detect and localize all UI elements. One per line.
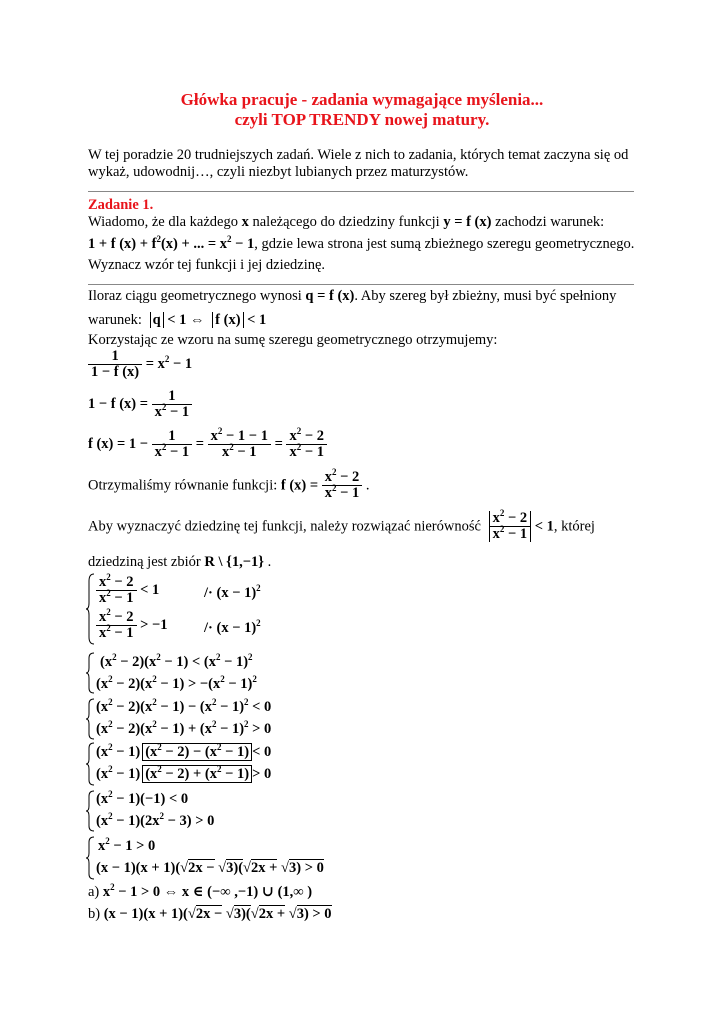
exponent: 2 [156,234,161,244]
exponent: 2 [217,426,223,436]
solution-line-1 [88,289,616,304]
part: 3)( [233,906,251,922]
system-1-row-1 [96,572,160,606]
sqrt-icon: √ [250,906,259,922]
series-equation [88,236,254,252]
text: , gdzie lewa strona jest sumą zbieżnego szeregu geometrycznego. [254,236,635,252]
text: Iloraz ciągu geometrycznego wynosi [88,288,302,304]
exponent: 2 [332,467,337,477]
brace-icon [86,573,96,645]
part: (x [96,744,109,760]
system-2-row-1 [100,652,253,670]
den-part: x [99,625,107,641]
numerator: 1 [88,349,142,365]
part: − 1) + (x [160,721,212,737]
text: Otrzymaliśmy równanie funkcji: [88,477,278,494]
exponent: 2 [244,719,249,729]
part: 3) > 0 [296,906,332,922]
part: − 1)(−1) < 0 [116,791,189,807]
exponent: 2 [216,764,222,774]
equals: = [195,435,205,452]
system-1-row-1-multiplier [204,583,261,601]
exponent: 2 [112,652,117,662]
part: − 1 > 0 [113,838,156,854]
exponent: 2 [108,719,113,729]
num-part: − 2 [304,428,324,444]
text: dziedziną jest zbiór [88,554,201,570]
part: − 2)(x [116,699,153,715]
part: − 1) [116,744,141,760]
math-part: < 1 [247,312,267,328]
system-6-row-1 [98,836,156,854]
num-part: x [99,574,107,590]
brace-icon [86,742,96,786]
intro-line-1: W tej poradzie 20 trudniejszych zadań. Wiele z nich to zadania, których temat zaczyna się od [88,147,629,163]
exponent: 2 [108,811,113,821]
equation-3 [88,426,327,460]
inequality: > −1 [140,616,168,633]
part: (x [145,766,158,782]
lhs: f (x) = [280,477,319,494]
part: − 1) [220,699,245,715]
math-part: < 1 ⇔ [167,312,205,328]
num-part: − 2 [507,510,528,526]
part: (x [100,654,113,670]
solution-line-2 [88,313,266,328]
exponent: 2 [108,764,113,774]
system-5-row-2 [96,811,215,829]
numerator: 1 [152,429,193,445]
label: b) [88,906,101,922]
system-3-row-1 [96,697,272,715]
part: (x [96,721,109,737]
part: − 1) < (x [164,654,216,670]
rhs: − 1 [173,355,193,372]
exponent: 2 [161,402,167,412]
sqrt-icon: √ [225,906,234,922]
exponent: 2 [296,442,302,452]
brace-icon [86,698,96,740]
exponent: 2 [106,607,111,617]
sqrt-icon: √ [243,860,252,876]
denominator: 1 − f (x) [91,364,140,380]
part: (x [96,676,109,692]
result-line [88,467,370,501]
brace-icon [86,836,96,880]
abs-q: q [150,312,164,328]
system-1-row-2 [96,607,168,641]
system-4-row-1 [96,742,272,760]
intro-line-2: wykaż, udowodnij…, czyli niezbyt lubianych przez maturzystów. [88,164,469,180]
part: < 0 [252,744,272,760]
part: − 1) > −(x [160,676,221,692]
system-4-row-2 [96,764,272,782]
math-function: y = f (x) [443,214,492,230]
part: x [98,838,106,854]
divider [88,284,634,285]
numerator: 1 [152,389,193,405]
text: , której [553,518,595,535]
num-part: x [99,609,107,625]
den-part: x [154,404,162,420]
inequality: < 1 [140,581,160,598]
den-part: − 1 [237,444,257,460]
part: x [102,884,111,900]
system-6-row-2 [96,861,324,876]
task-heading: Zadanie 1. [88,197,154,213]
equals: = [274,435,283,452]
exponent: 2 [161,442,167,452]
part: − 1) [116,766,141,782]
domain-line [88,508,595,542]
eq-part: (x) + ... = x [160,236,228,252]
exponent: 2 [229,442,234,452]
lhs: f (x) = 1 − [88,435,149,452]
part: < 0 [252,699,272,715]
exponent: 2 [164,353,170,364]
exponent: 2 [252,674,257,684]
sqrt-icon: √ [281,860,289,876]
exponent: 2 [156,652,161,662]
part: − 1 > 0 ⇔ x ∈ (−∞ ,−1) ∪ (1,∞ ) [118,884,313,900]
title-line-2: czyli TOP TRENDY nowej matury. [234,110,490,129]
abs-f: f (x) [212,312,243,328]
domain-set-line [88,555,271,570]
sqrt-icon: √ [288,906,297,922]
inequality: < 1 [534,518,554,535]
part: (x [145,744,158,760]
math-q: q = f (x) [305,288,355,304]
rhs: = x [145,355,165,372]
part: − 2) − (x [165,744,217,760]
exponent: 2 [216,742,222,752]
exponent: 2 [211,697,217,707]
part: − 1) [224,654,249,670]
part: 3)( [226,860,244,876]
exponent: 2 [105,836,110,846]
system-2-row-2 [96,674,257,692]
part: 3) > 0 [289,860,324,876]
multiplier: /· (x − 1) [204,620,257,636]
eq-part: − 1 [235,236,255,252]
math-x: x [241,214,249,230]
exponent: 2 [499,508,505,518]
text: . Aby szereg był zbieżny, musi być spełniony [354,288,617,304]
part: − 2) + (x [165,766,217,782]
exponent: 2 [159,811,165,821]
exponent: 2 [106,572,111,582]
exponent: 2 [108,742,113,752]
den-part: − 1 [170,444,190,460]
exponent: 2 [499,524,505,534]
exponent: 2 [211,719,217,729]
text: warunek: [88,312,142,328]
title-line-1: Główka pracuje - zadania wymagające myślenia... [180,90,544,109]
system-5-row-1 [96,789,189,807]
part: − 1)(2x [116,813,160,829]
num-part: − 2 [114,609,134,625]
exponent: 2 [220,674,225,684]
exponent: 2 [215,652,221,662]
den-part: x [99,590,107,606]
period: . [267,554,272,570]
den-part: − 1 [507,526,528,542]
domain-set: R \ {1,−1} [204,554,264,570]
exponent: 2 [108,789,113,799]
text: należącego do dziedziny funkcji [252,214,440,230]
divider [88,191,634,192]
part: (x [96,699,109,715]
exponent: 2 [152,674,157,684]
part: 2x − [188,860,215,876]
task-line-1 [88,215,604,230]
num-part: x [324,469,333,485]
exponent: 2 [152,719,157,729]
case-b [88,907,332,922]
eq-part: 1 + f (x) + f [88,236,157,252]
den-part: − 1 [340,485,360,501]
den-part: − 1 [304,444,324,460]
num-part: − 2 [340,469,360,485]
den-part: − 1 [114,625,134,641]
part: (x [96,766,109,782]
num-part: − 1 − 1 [226,428,268,444]
lhs: 1 − f (x) = [88,395,149,412]
text: Aby wyznaczyć dziedzinę tej funkcji, należy rozwiązać nierówność [88,518,481,535]
part: − 2)(x [116,721,153,737]
den-part: x [154,444,162,460]
sqrt-icon: √ [180,860,189,876]
den-part: − 1 [170,404,190,420]
exponent: 2 [256,618,261,628]
part: (x − 1)(x + 1)( [103,906,188,922]
case-a [88,882,313,900]
exponent: 2 [296,426,302,436]
exponent: 2 [256,583,261,593]
exponent: 2 [157,742,162,752]
part: (x [96,813,109,829]
part: > 0 [252,721,272,737]
part: − 1) [225,744,252,760]
brace-icon [86,652,96,694]
sqrt-icon: √ [187,906,196,922]
part: (x − 1)(x + 1)( [96,860,181,876]
num-part: x [492,510,500,526]
solution-line-3: Korzystając ze wzoru na sumę szeregu geometrycznego otrzymujemy: [88,332,498,348]
equation-1 [88,349,192,380]
exponent: 2 [227,234,232,244]
period: . [365,477,370,494]
num-part: − 2 [114,574,134,590]
system-3-row-2 [96,719,272,737]
exponent: 2 [106,623,111,633]
den-part: x [222,444,230,460]
part: − 2)(x [116,676,153,692]
sqrt-icon: √ [218,860,227,876]
part: (x [96,791,109,807]
text: zachodzi warunek: [495,214,605,230]
den-part: − 1 [114,590,134,606]
den-part: x [324,485,333,501]
den-part: x [289,444,297,460]
exponent: 2 [110,882,115,892]
part: − 3) > 0 [167,813,215,829]
brace-icon [86,790,96,832]
exponent: 2 [157,764,162,774]
exponent: 2 [152,697,157,707]
exponent: 2 [248,652,253,662]
equation-2 [88,389,192,420]
part: 2x + [251,860,278,876]
part: > 0 [252,766,272,782]
part: − 1) [225,766,252,782]
exponent: 2 [108,697,113,707]
exponent: 2 [106,588,111,598]
task-line-3: Wyznacz wzór tej funkcji i jej dziedzinę. [88,257,326,273]
part: 2x + [258,906,286,922]
task-line-2 [88,234,635,252]
text: Wiadomo, że dla każdego [88,214,238,230]
num-part: x [289,428,297,444]
exponent: 2 [332,483,337,493]
part: − 2)(x [120,654,157,670]
exponent: 2 [244,697,249,707]
label: a) [88,884,100,900]
part: − 1) − (x [160,699,212,715]
system-1-row-2-multiplier [204,618,261,636]
multiplier: /· (x − 1) [204,585,257,601]
part: − 1) [220,721,245,737]
part: 2x − [195,906,223,922]
num-part: x [210,428,218,444]
exponent: 2 [108,674,113,684]
den-part: x [492,526,500,542]
part: − 1) [228,676,253,692]
